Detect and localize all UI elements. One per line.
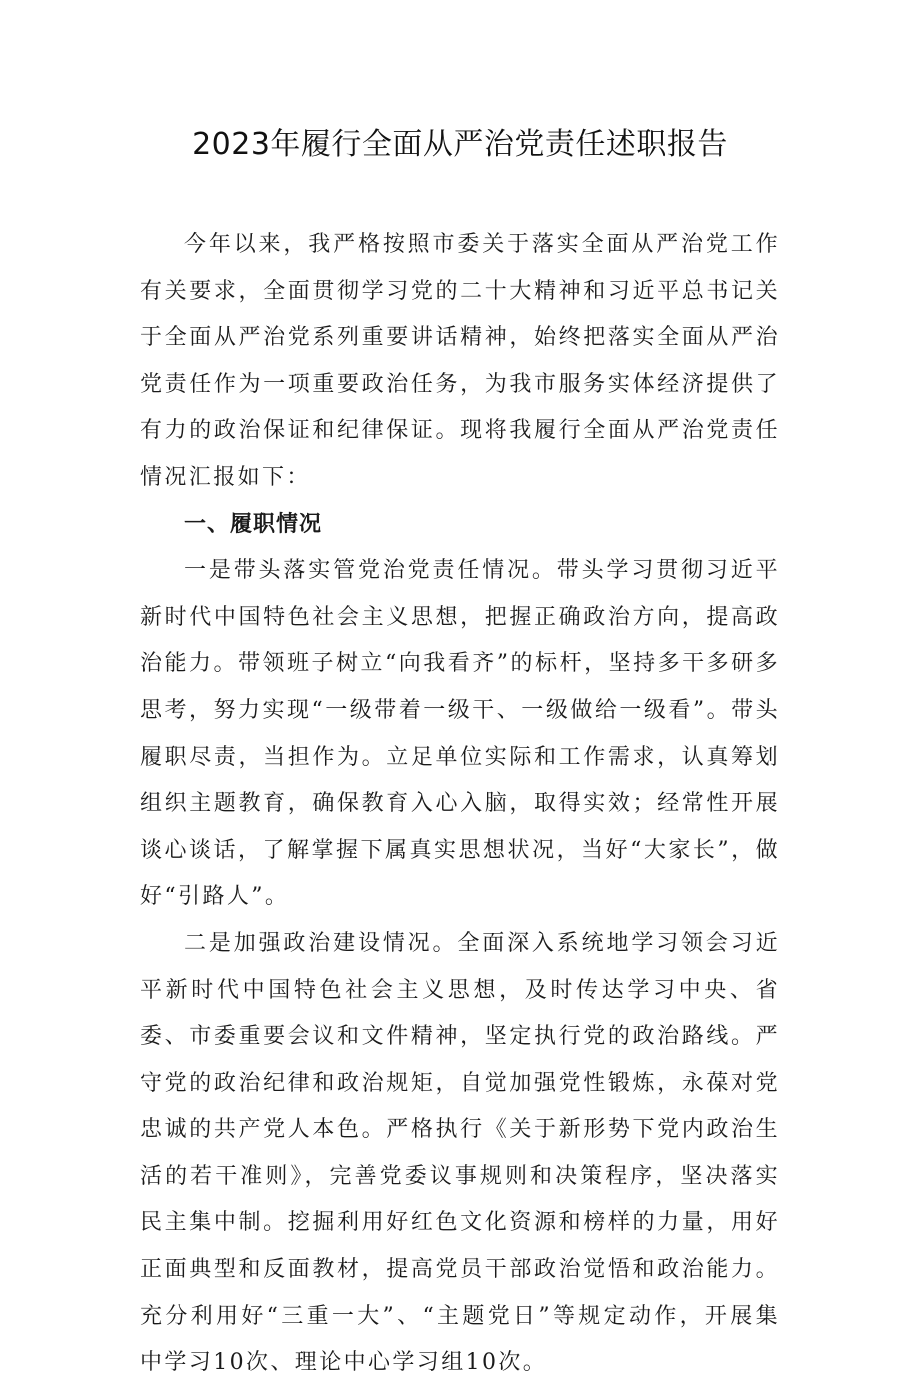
paragraph-political-construction: 二是加强政治建设情况。全面深入系统地学习领会习近平新时代中国特色社会主义思想，及时传达学习中央、省委、市委重要会议和文件精神，坚定执行党的政治路线。严守党的政治纪律和政治规矩，自觉加强党性锻炼，永葆对党忠诚的共产党人本色。严格执行《关于新形势下党内政治生活的若干准则》，完善党委议事规则和决策程序，坚决落实民主集中制。挖掘利用好红色文化资源和榜样的力量，用好正面典型和反面教材，提高党员干部政治觉悟和政治能力。充分利用好“三重一大”、“主题党日”等规定动作，开展集中学习10次、理论中心学习组10次。: [140, 930, 780, 1376]
document-body: [140, 222, 780, 1387]
section-heading-performance: 一、履职情况: [184, 511, 323, 537]
paragraph-leadership-responsibility: 一是带头落实管党治党责任情况。带头学习贯彻习近平新时代中国特色社会主义思想，把握正确政治方向，提高政治能力。带领班子树立“向我看齐”的标杆，坚持多干多研多思考，努力实现“一级带着一级干、一级做给一级看”。带头履职尽责，当担作为。立足单位实际和工作需求，认真筹划组织主题教育，确保教育入心入脑，取得实效；经常性开展谈心谈话，了解掌握下属真实思想状况，当好“大家长”，做好“引路人”。: [140, 558, 780, 910]
intro-paragraph: 今年以来，我严格按照市委关于落实全面从严治党工作有关要求，全面贯彻学习党的二十大精神和习近平总书记关于全面从严治党系列重要讲话精神，始终把落实全面从严治党责任作为一项重要政治任务，为我市服务实体经济提供了有力的政治保证和纪律保证。现将我履行全面从严治党责任情况汇报如下：: [140, 232, 780, 490]
document-title: 2023年履行全面从严治党责任述职报告: [192, 127, 728, 162]
